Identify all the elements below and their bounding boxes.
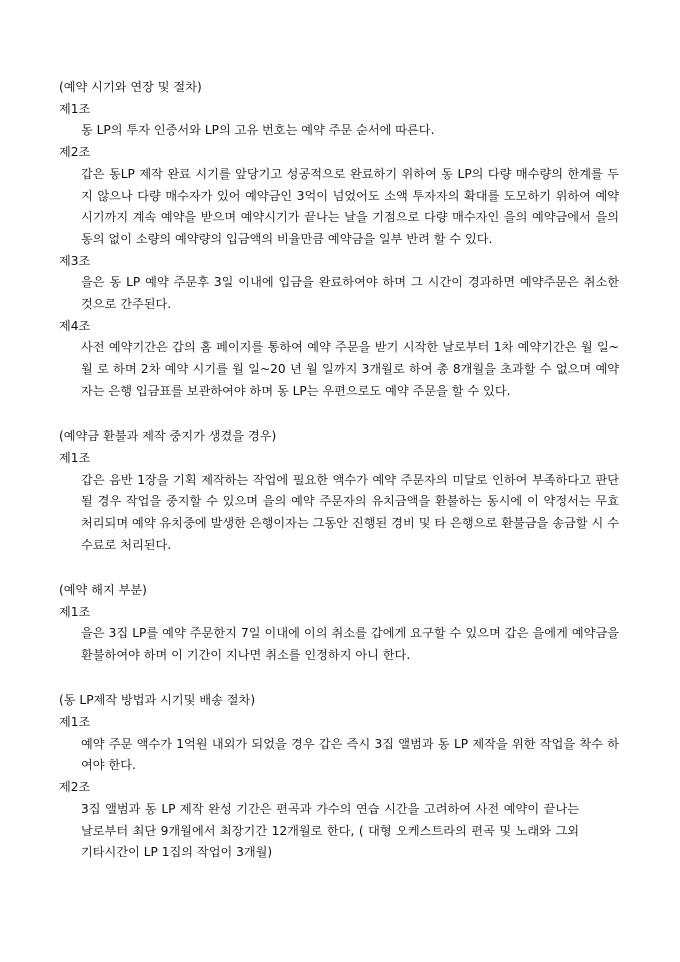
article-text: 사전 예약기간은 갑의 홈 페이지를 통하여 예약 주문을 받기 시작한 날로부터 1차 예약기간은 월 일~ 월 로 하며 2차 예약 시기를 월 일~20 년 월 일까지 3개월로 하여 총 8개월을 초과할 수 없으며 예약자는 은행 입금표를 보관하여야 하며 동 LP는 우편으로도 예약 주문을 할 수 있다. [81, 340, 619, 398]
article-label: 제4조 [59, 318, 91, 333]
document-body [59, 77, 619, 864]
article-label: 제1조 [59, 604, 91, 619]
section-heading: (예약 시기와 연장 및 절차) [59, 80, 202, 94]
article-text: 갑은 동LP 제작 완료 시기를 앞당기고 성공적으로 완료하기 위하여 동 LP의 다량 매수량의 한계를 두지 않으나 다량 매수자가 있어 예약금인 3억이 넘었어도 소액 투자자의 확대를 도모하기 위하여 예약 시기까지 계속 예약을 받으며 예약시기가 끝나는 날을 기점으로 다량 매수자인 을의 예약금에서 을의 동의 없이 소량의 예약량의 입금액의 비율만큼 예약금을 일부 반려 할 수 있다. [81, 166, 619, 246]
section-cancellation [59, 580, 619, 667]
section-heading: (예약 해지 부분) [59, 582, 147, 597]
article-label: 제2조 [59, 780, 91, 795]
article-text: 예약 주문 액수가 1억원 내외가 되었을 경우 갑은 즉시 3집 앨범과 동 LP 제작을 위한 작업을 착수 하여야 한다. [81, 736, 619, 773]
article-label: 제3조 [59, 253, 91, 268]
article-text: 동 LP의 투자 인증서와 LP의 고유 번호는 예약 주문 순서에 따른다. [81, 123, 435, 138]
section-reservation-period [59, 77, 619, 403]
section-refund-and-suspension [59, 426, 619, 556]
article-text: 갑은 음반 1장을 기획 제작하는 작업에 필요한 액수가 예약 주문자의 미달로 인하여 부족하다고 판단될 경우 작업을 중지할 수 있으며 을의 예약 주문자의 유치금액을 환불하는 동시에 이 약정서는 무효 처리되며 예약 유치중에 발생한 은행이자는 그동안 진행된 경비 및 타 은행으로 환불금을 송금할 시 수수료로 처리된다. [81, 472, 619, 552]
article-label: 제2조 [59, 145, 91, 160]
article-label: 제1조 [59, 101, 91, 116]
section-heading: (예약금 환불과 제작 중지가 생겼을 경우) [59, 429, 277, 444]
article-text: 3집 앨범과 동 LP 제작 완성 기간은 편곡과 가수의 연습 시간을 고려하여 사전 예약이 끝나는 날로부터 최단 9개월에서 최장기간 12개월로 한다, ( 대형 오케스트라의 편곡 및 노래와 그외 기타시간이 LP 1집의 작업이 3개월) [81, 801, 579, 860]
article-label: 제1조 [59, 715, 91, 730]
section-production-and-delivery [59, 690, 619, 864]
article-text: 을은 동 LP 예약 주문후 3일 이내에 입금을 완료하여야 하며 그 시간이 경과하면 예약주문은 취소한 것으로 간주된다. [81, 275, 619, 312]
section-heading: (동 LP제작 방법과 시기및 배송 절차) [59, 693, 256, 708]
article-text: 을은 3집 LP를 예약 주문한지 7일 이내에 이의 취소를 갑에게 요구할 수 있으며 갑은 을에게 예약금을 환불하여야 하며 이 기간이 지나면 취소를 인정하지 아니 한다. [81, 626, 619, 663]
article-label: 제1조 [59, 450, 91, 465]
